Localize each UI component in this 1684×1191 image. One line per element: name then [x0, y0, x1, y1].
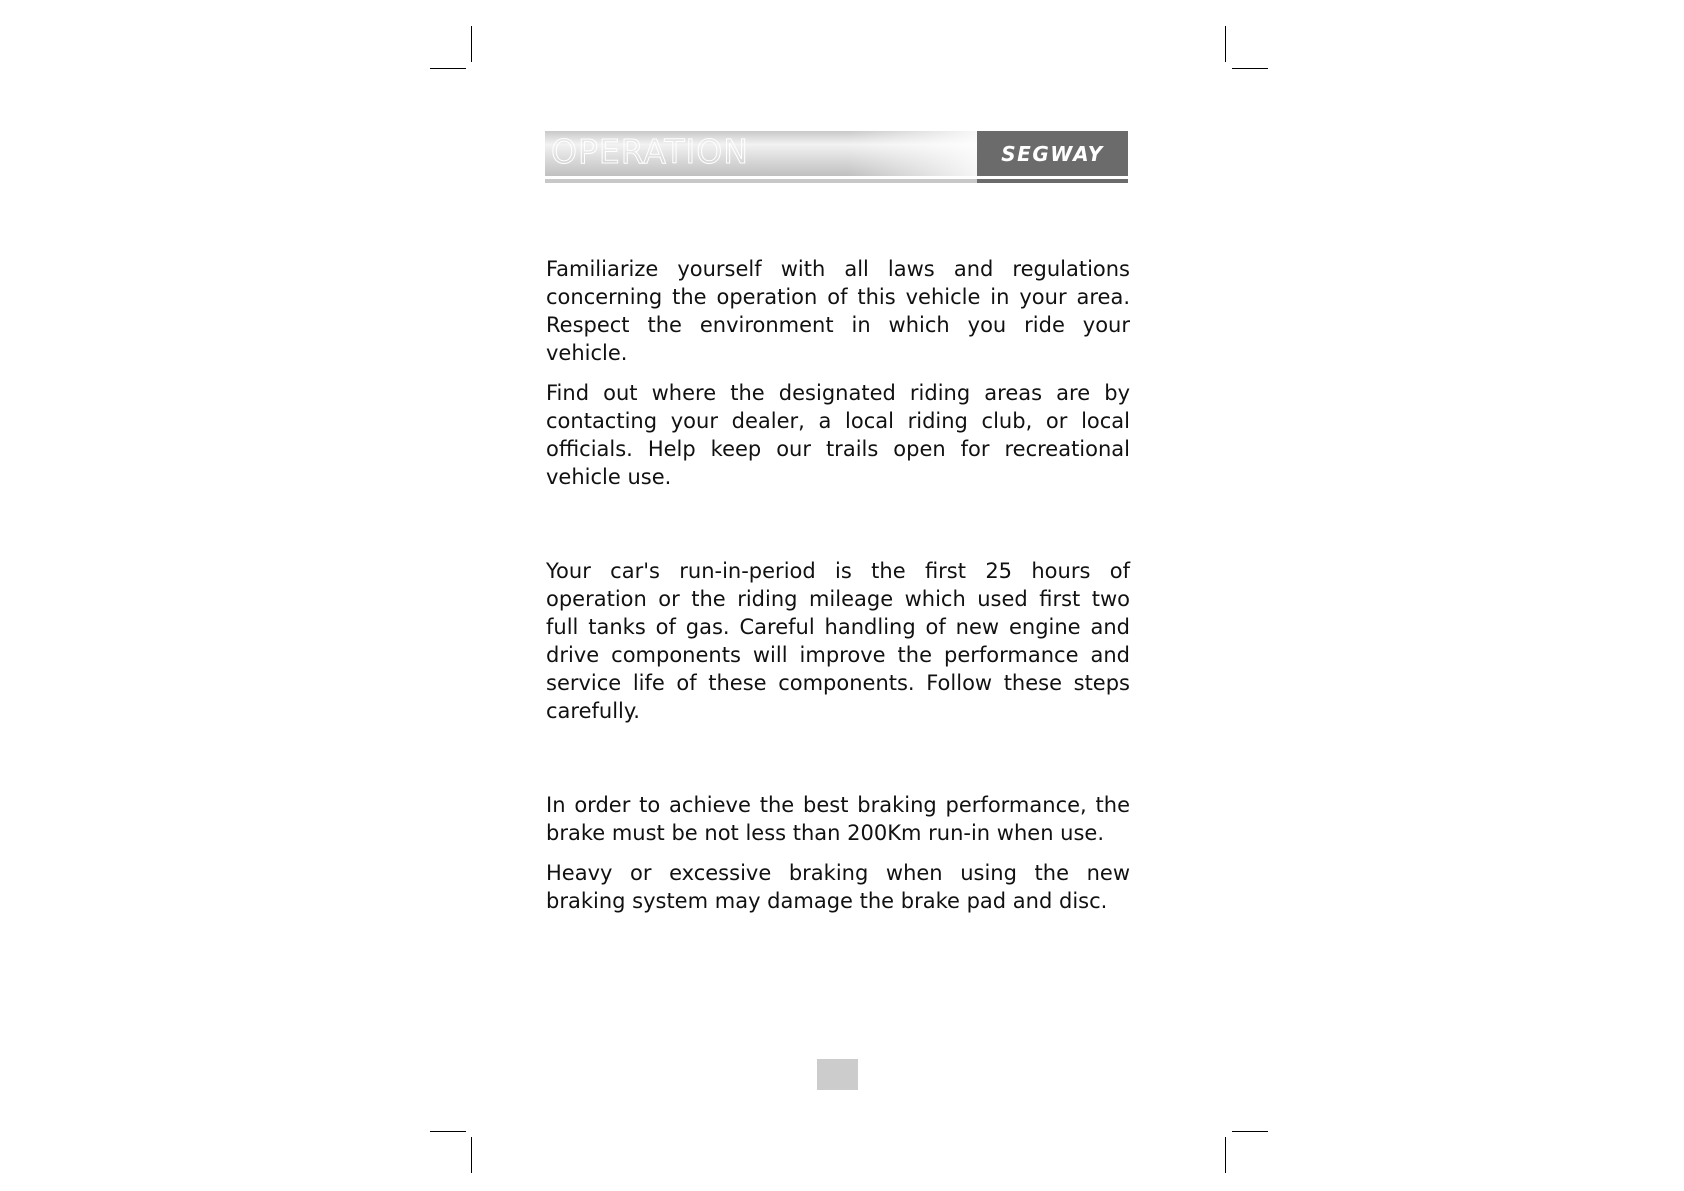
- paragraph: In order to achieve the best braking performance, the brake must be not less than 200Km run-in when use.: [546, 793, 1130, 845]
- paragraph: Familiarize yourself with all laws and regulations concerning the operation of this vehicle in your area. Respect the environment in which you ride your vehicle.: [546, 257, 1130, 365]
- page-body: [546, 255, 1130, 915]
- crop-mark-bottom-left-vertical: [471, 1137, 472, 1173]
- page-header: [545, 131, 1128, 184]
- brand-logo: SEGWAY: [1001, 141, 1104, 166]
- crop-mark-top-right-vertical: [1225, 26, 1226, 62]
- header-underline-dark: [977, 179, 1128, 183]
- paragraph: Find out where the designated riding areas are by contacting your dealer, a local riding club, or local officials. Help keep our trails open for recreational vehicle use.: [546, 381, 1130, 489]
- section-gap: [546, 491, 1130, 557]
- crop-mark-bottom-right-vertical: [1225, 1137, 1226, 1173]
- crop-mark-top-right-horizontal: [1232, 68, 1268, 69]
- crop-mark-bottom-left-horizontal: [430, 1131, 466, 1132]
- section-run-in-period: [546, 557, 1130, 725]
- brand-band: [977, 131, 1128, 176]
- header-title-band: [545, 131, 977, 176]
- crop-mark-bottom-right-horizontal: [1232, 1131, 1268, 1132]
- paragraph: Heavy or excessive braking when using the new braking system may damage the brake pad and disc.: [546, 861, 1130, 913]
- section-brake-run-in: [546, 791, 1130, 915]
- paragraph: Your car's run-in-period is the first 25 hours of operation or the riding mileage which used first two full tanks of gas. Careful handling of new engine and drive components will improve the performance and service life of these components. Follow these steps carefully.: [546, 559, 1130, 723]
- page-number-box: [817, 1059, 858, 1090]
- header-underline-light: [545, 179, 977, 183]
- crop-mark-top-left-horizontal: [430, 68, 466, 69]
- section-gap: [546, 725, 1130, 791]
- section-title: OPERATION: [551, 132, 749, 171]
- crop-mark-top-left-vertical: [471, 26, 472, 62]
- section-riding-areas: [546, 255, 1130, 491]
